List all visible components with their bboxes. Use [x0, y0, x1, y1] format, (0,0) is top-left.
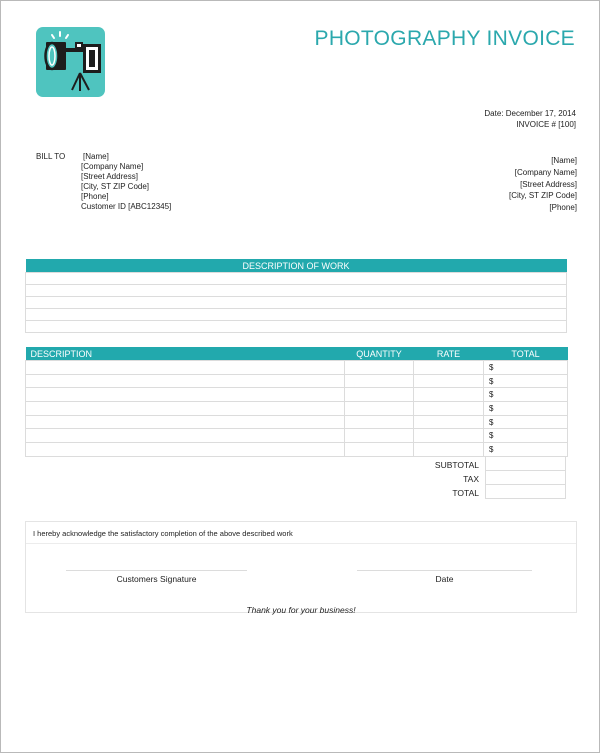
work-description-row[interactable] [26, 309, 567, 321]
work-description-row[interactable] [26, 297, 567, 309]
line-items-table [25, 347, 568, 457]
sender-phone: [Phone] [549, 203, 577, 213]
work-description-row[interactable] [26, 285, 567, 297]
total-value[interactable] [485, 485, 566, 499]
subtotal-value[interactable] [485, 457, 566, 471]
item-description-cell[interactable] [26, 402, 345, 416]
work-description-table [25, 259, 567, 333]
item-rate-cell[interactable] [414, 361, 484, 375]
item-total-cell[interactable]: $ [484, 402, 568, 416]
date-line[interactable] [357, 570, 532, 571]
item-description-cell[interactable] [26, 443, 345, 457]
work-description-header: DESCRIPTION OF WORK [26, 259, 567, 273]
column-header-description: DESCRIPTION [26, 347, 345, 361]
signature-label: Customers Signature [116, 574, 197, 584]
work-description-row[interactable] [26, 273, 567, 285]
item-rate-cell[interactable] [414, 429, 484, 443]
column-header-quantity: QUANTITY [345, 347, 414, 361]
sender-street: [Street Address] [520, 179, 577, 189]
item-total-cell[interactable]: $ [484, 361, 568, 375]
item-quantity-cell[interactable] [345, 443, 414, 457]
item-quantity-cell[interactable] [345, 361, 414, 375]
bill-to-name: [Name] [83, 152, 109, 161]
subtotal-label: SUBTOTAL [434, 460, 479, 470]
bill-to-phone: [Phone] [81, 192, 109, 201]
item-description-cell[interactable] [26, 374, 345, 388]
column-header-rate: RATE [414, 347, 484, 361]
table-row [26, 388, 568, 402]
column-header-total: TOTAL [484, 347, 568, 361]
date-label: Date [435, 574, 454, 584]
table-row [26, 443, 568, 457]
bill-to-address [81, 152, 171, 212]
divider [26, 543, 576, 544]
acknowledgement-box [25, 521, 577, 613]
bill-to-company: [Company Name] [81, 162, 144, 171]
item-rate-cell[interactable] [414, 374, 484, 388]
item-total-cell[interactable]: $ [484, 429, 568, 443]
bill-to-city: [City, ST ZIP Code] [81, 182, 150, 191]
sender-city: [City, ST ZIP Code] [508, 191, 577, 201]
item-total-cell[interactable]: $ [484, 388, 568, 402]
item-rate-cell[interactable] [414, 402, 484, 416]
sender-company: [Company Name] [514, 167, 577, 177]
item-quantity-cell[interactable] [345, 388, 414, 402]
item-quantity-cell[interactable] [345, 374, 414, 388]
table-row [26, 374, 568, 388]
item-total-cell[interactable]: $ [484, 374, 568, 388]
table-row [26, 402, 568, 416]
thank-you-note: Thank you for your business! [246, 605, 356, 615]
item-description-cell[interactable] [26, 388, 345, 402]
item-quantity-cell[interactable] [345, 429, 414, 443]
bill-to-customer-id: Customer ID [ABC12345] [81, 202, 172, 211]
item-description-cell[interactable] [26, 429, 345, 443]
work-description-row[interactable] [26, 321, 567, 333]
item-rate-cell[interactable] [414, 415, 484, 429]
invoice-number: INVOICE # [100] [516, 119, 576, 129]
tax-label: TAX [463, 474, 479, 484]
item-quantity-cell[interactable] [345, 402, 414, 416]
table-row [26, 415, 568, 429]
sender-address [509, 155, 577, 214]
item-rate-cell[interactable] [414, 388, 484, 402]
bill-to-label: BILL TO [36, 152, 66, 161]
item-rate-cell[interactable] [414, 443, 484, 457]
invoice-meta [484, 109, 576, 130]
bill-to-street: [Street Address] [81, 172, 138, 181]
item-quantity-cell[interactable] [345, 415, 414, 429]
table-row [26, 361, 568, 375]
camera-icon [36, 27, 105, 97]
invoice-title: PHOTOGRAPHY INVOICE [314, 27, 575, 50]
item-description-cell[interactable] [26, 415, 345, 429]
tax-value[interactable] [485, 471, 566, 485]
invoice-date: Date: December 17, 2014 [484, 109, 576, 118]
item-total-cell[interactable]: $ [484, 443, 568, 457]
acknowledgement-text: I hereby acknowledge the satisfactory completion of the above described work [33, 529, 293, 538]
table-row [26, 429, 568, 443]
sender-name: [Name] [551, 156, 577, 165]
item-total-cell[interactable]: $ [484, 415, 568, 429]
item-description-cell[interactable] [26, 361, 345, 375]
signature-line[interactable] [66, 570, 247, 571]
total-label: TOTAL [452, 488, 479, 498]
